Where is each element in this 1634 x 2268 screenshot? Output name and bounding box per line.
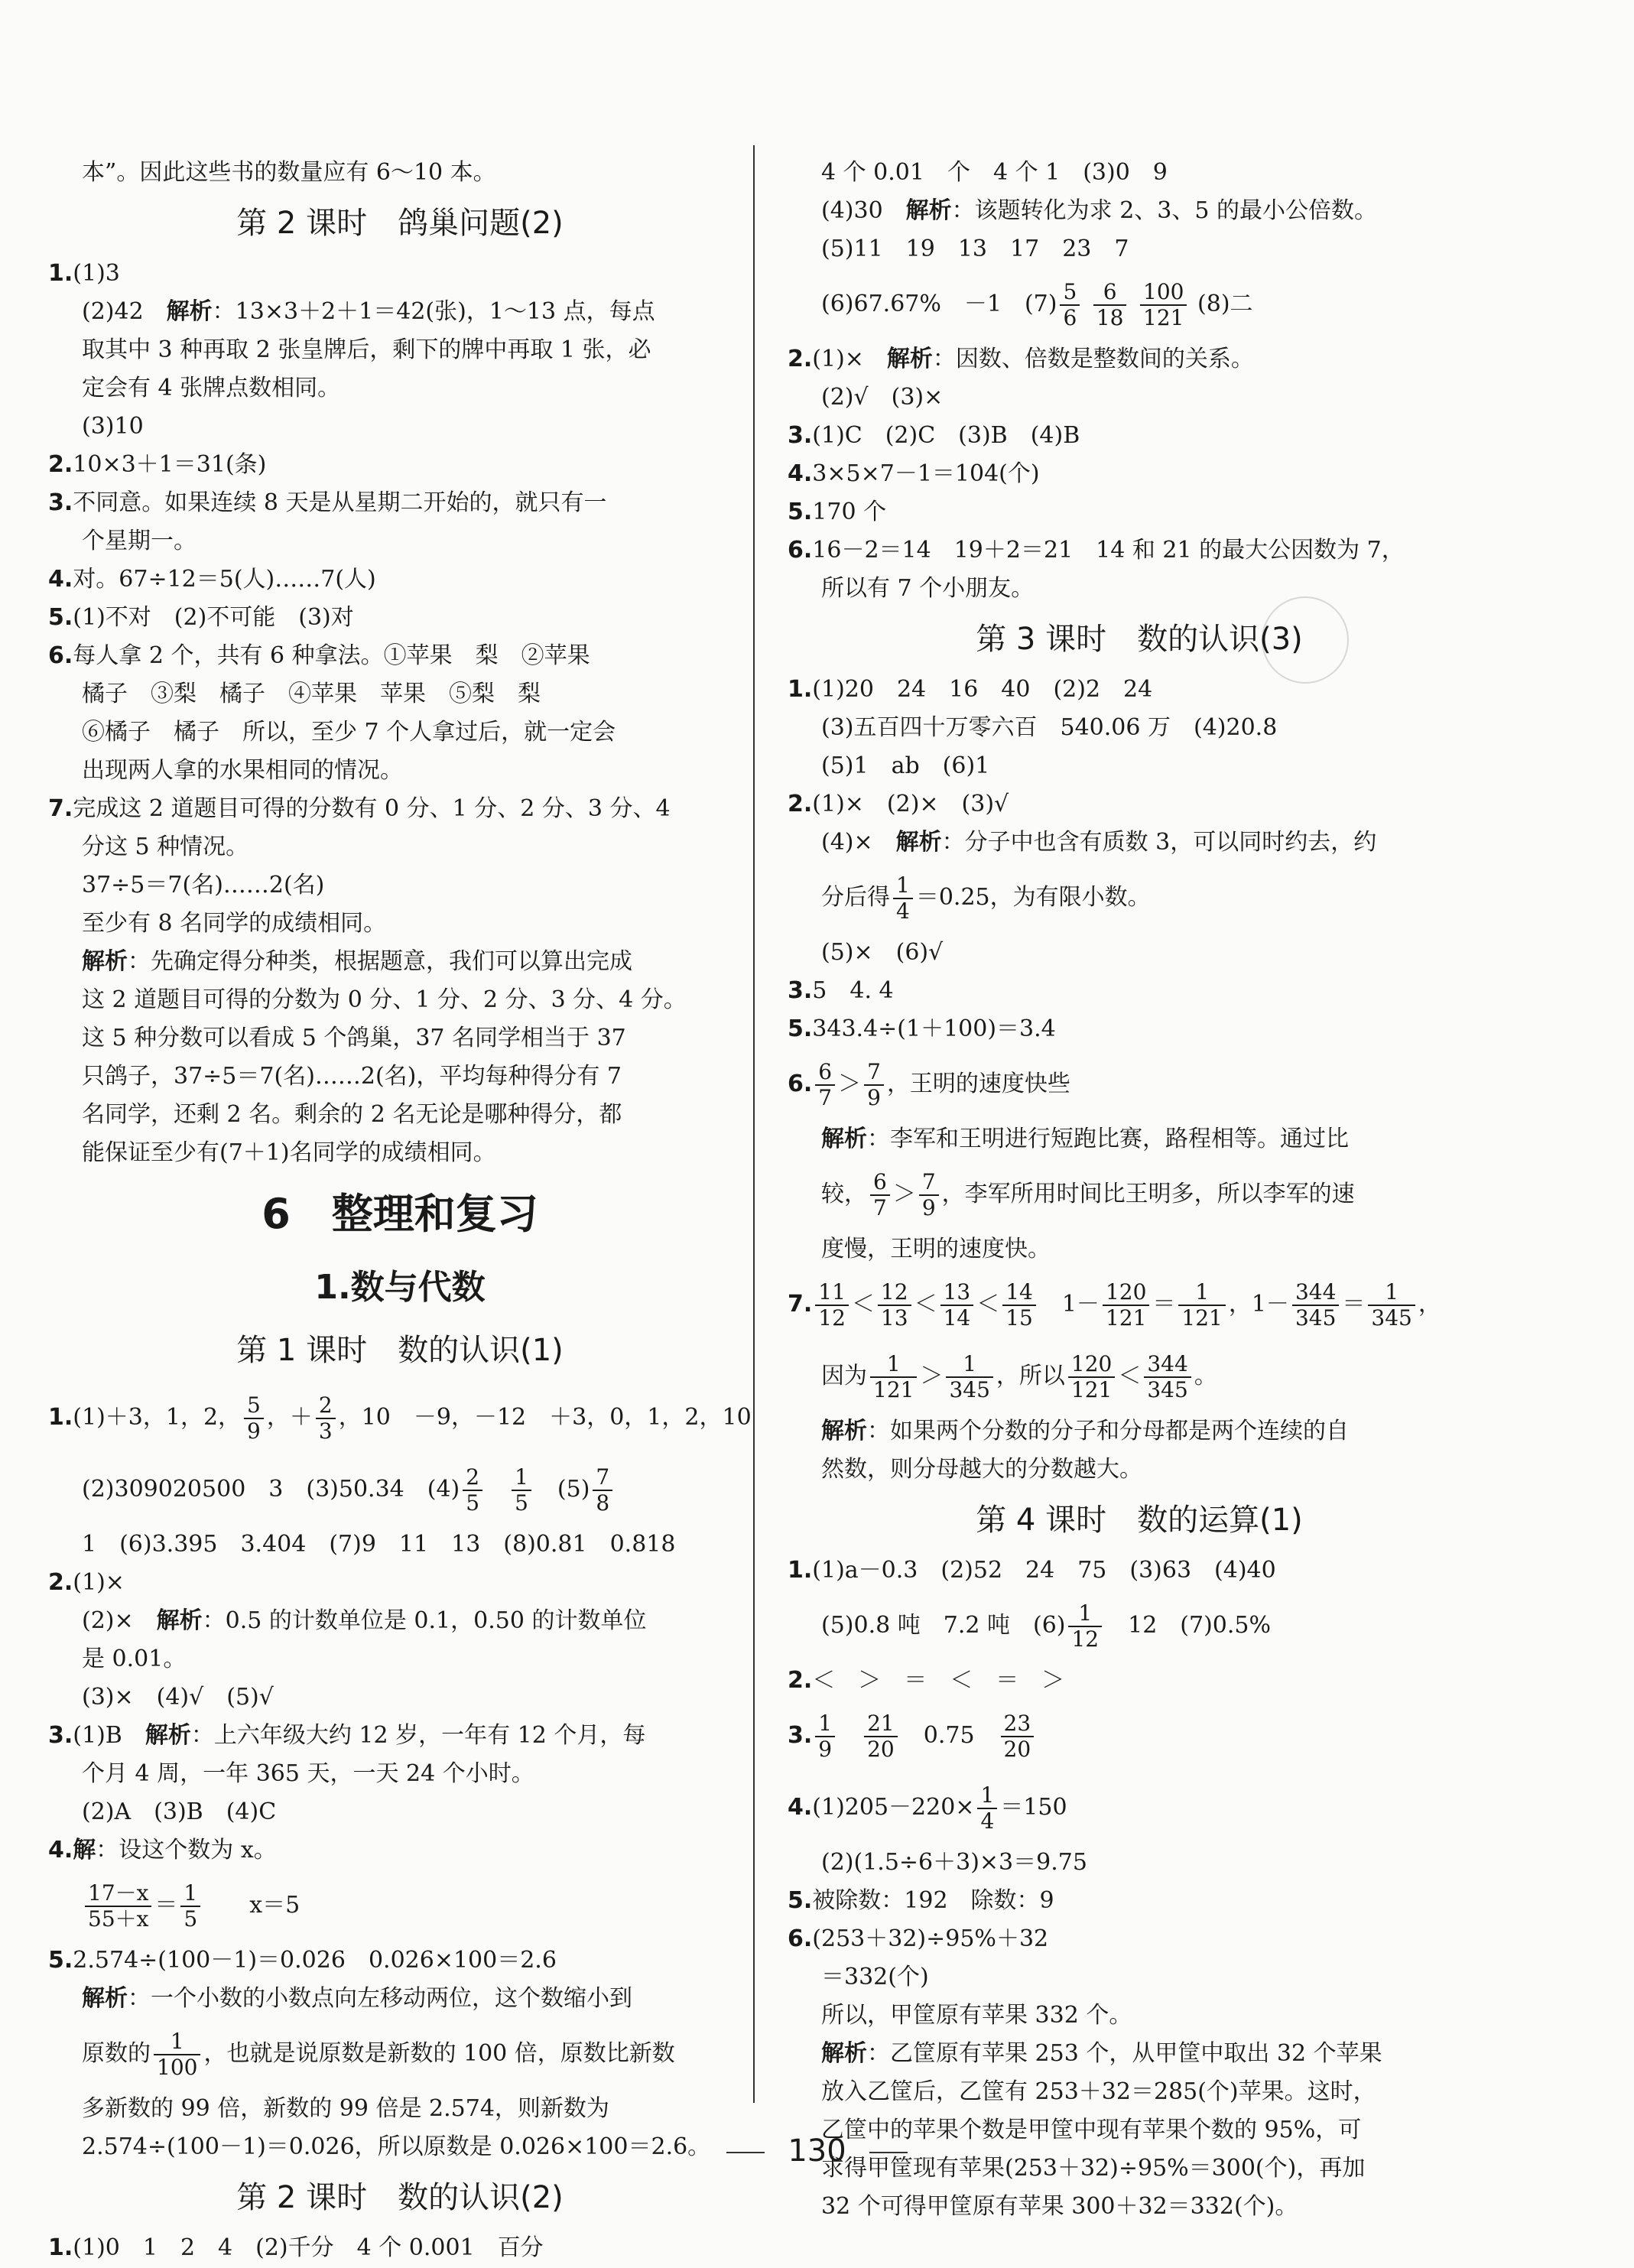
- answer-line: (3)× (4)√ (5)√: [82, 1684, 274, 1711]
- answer-line: (2)(1.5÷6＋3)×3＝9.75: [821, 1849, 1087, 1876]
- lesson-heading: 第 4 课时 数的运算(1): [976, 1503, 1303, 1538]
- answer-line: 解析：一个小数的小数点向左移动两位，这个数缩小到: [82, 1985, 632, 2012]
- answer-line: (2)42 解析：13×3＋2＋1＝42(张)，1～13 点，每点: [82, 298, 655, 325]
- answer-line: 求得甲筐现有苹果(253＋32)÷95%＝300(个)，再加: [821, 2155, 1366, 2182]
- answer-line: 这 2 道题目可得的分数为 0 分、1 分、2 分、3 分、4 分。: [82, 986, 687, 1013]
- answer-line: 6.(253＋32)÷95%＋32: [788, 1925, 1049, 1952]
- answer-line: 7. $\frac{11}{12}$ ＜ $\frac{12}{13}$ ＜ $\frac{13}{14}$ ＜ $\frac{14}{15}$ 1－ $\frac{120}{121}$ ＝ $\frac{1}{121}$ ，1－ $\frac{344}{345}$ ＝ $\frac{1}{345}$ ，: [788, 1279, 1441, 1331]
- answer-line: 个月 4 周，一年 365 天，一天 24 个小时。: [82, 1760, 534, 1787]
- fraction: $\frac{2}{5}$: [463, 1465, 482, 1516]
- fraction: $\frac{6}{7}$: [815, 1060, 835, 1110]
- answer-line: 个星期一。: [82, 528, 197, 554]
- answer-line: 6.16－2＝14 19＋2＝21 14 和 21 的最大公因数为 7，: [788, 537, 1405, 564]
- answer-line: (5)× (6)√: [821, 939, 944, 966]
- answer-line: 4.对。67÷12＝5(人)……7(人): [48, 566, 376, 593]
- answer-line: 出现两人拿的水果相同的情况。: [82, 757, 403, 784]
- page-number: 130: [0, 2133, 1634, 2169]
- answer-line: 度慢，王明的速度快。: [821, 1236, 1051, 1262]
- answer-line: 是 0.01。: [82, 1646, 187, 1672]
- fraction: $\frac{1}{4}$: [977, 1783, 997, 1834]
- item-number: 1.: [48, 260, 73, 287]
- answer-line: (2)A (3)B (4)C: [82, 1798, 277, 1825]
- fraction: $\frac{120}{121}$: [1103, 1280, 1149, 1331]
- fraction: $\frac{1}{100}$: [154, 2029, 200, 2080]
- answer-line: 然数，则分母越大的分数越大。: [821, 1456, 1142, 1483]
- answer-line: 2.10×3＋1＝31(条): [48, 451, 267, 478]
- fraction: $\frac{17-x}{55+x}$: [85, 1881, 151, 1932]
- answer-line: (3)五百四十万零六百 540.06 万 (4)20.8: [821, 714, 1278, 741]
- answer-line: 乙筐中的苹果个数是甲筐中现有苹果个数的 95%，可: [821, 2117, 1362, 2143]
- answer-line: 只鸽子，37÷5＝7(名)……2(名)，平均每种得分有 7: [82, 1063, 622, 1090]
- answer-line: 1.(1)3: [48, 260, 120, 287]
- answer-line: 5.2.574÷(100－1)＝0.026 0.026×100＝2.6: [48, 1947, 557, 1974]
- answer-line: 1.(1)20 24 16 40 (2)2 24: [788, 676, 1153, 703]
- answer-line: (4)× 解析：分子中也含有质数 3，可以同时约去，约: [821, 829, 1377, 856]
- answer-line: 1 (6)3.395 3.404 (7)9 11 13 (8)0.81 0.818: [82, 1531, 676, 1558]
- answer-line: 原数的 $\frac{1}{100}$ ，也就是说原数是新数的 100 倍，原数比新数: [82, 2029, 675, 2080]
- answer-line: 2.(1)×: [48, 1569, 125, 1596]
- left-column: [48, 153, 752, 2268]
- answer-line: 定会有 4 张牌点数相同。: [82, 375, 341, 401]
- answer-line: 解析：如果两个分数的分子和分母都是两个连续的自: [821, 1418, 1349, 1444]
- analysis-label: 解析: [82, 948, 128, 975]
- fraction: $\frac{100}{121}$: [1140, 280, 1187, 330]
- right-column: [788, 153, 1491, 2227]
- answer-line: 2.574÷(100－1)＝0.026，所以原数是 0.026×100＝2.6。: [82, 2133, 711, 2160]
- answer-line: (2)√ (3)×: [821, 384, 944, 411]
- answer-line: 4.解：设这个数为 x。: [48, 1837, 277, 1863]
- answer-line: (5)0.8 吨 7.2 吨 (6) $\frac{1}{12}$ 12 (7)0.5%: [821, 1600, 1272, 1652]
- fraction: $\frac{1}{5}$: [512, 1465, 531, 1516]
- lesson-heading: 第 2 课时 数的认识(2): [236, 2180, 564, 2215]
- answer-line: (5)11 19 13 17 23 7: [821, 236, 1129, 262]
- answer-line: 这 5 种分数可以看成 5 个鸽巢，37 名同学相当于 37: [82, 1025, 626, 1051]
- fraction: $\frac{120}{121}$: [1068, 1352, 1115, 1402]
- answer-line: 3.5 4. 4: [788, 977, 894, 1004]
- answer-line: 1.(1)a－0.3 (2)52 24 75 (3)63 (4)40: [788, 1557, 1276, 1584]
- answer-line: 较， $\frac{6}{7}$ ＞ $\frac{7}{9}$ ，李军所用时间比王明多，所以李军的速: [821, 1169, 1355, 1220]
- answer-line: 2.(1)× (2)× (3)√: [788, 791, 1009, 817]
- answer-line: 能保证至少有(7＋1)名同学的成绩相同。: [82, 1139, 496, 1166]
- answer-line: 解析：乙筐原有苹果 253 个，从甲筐中取出 32 个苹果: [821, 2040, 1382, 2067]
- fraction: $\frac{1}{121}$: [1178, 1280, 1225, 1331]
- answer-line: 5.170 个: [788, 499, 887, 525]
- fraction: $\frac{1}{345}$: [946, 1352, 992, 1402]
- answer-line: 3. $\frac{1}{9}$ $\frac{21}{20}$ 0.75 $\frac{23}{20}$: [788, 1701, 1491, 1771]
- section-heading: 1.数与代数: [314, 1268, 486, 1307]
- answer-line: 1.(1)0 1 2 4 (2)千分 4 个 0.001 百分: [48, 2234, 544, 2261]
- fraction: $\frac{7}{9}$: [919, 1170, 939, 1220]
- fraction: $\frac{344}{345}$: [1144, 1352, 1191, 1402]
- answer-line: 3.(1)C (2)C (3)B (4)B: [788, 422, 1080, 449]
- answer-line: 解析：先确定得分种类，根据题意，我们可以算出完成: [82, 948, 632, 975]
- answer-line: $\frac{17-x}{55+x}$ ＝ $\frac{1}{5}$ x＝5: [48, 1870, 752, 1941]
- answer-line: 5.被除数：192 除数：9: [788, 1887, 1054, 1914]
- answer-line: 4 个 0.01 个 4 个 1 (3)0 9: [821, 159, 1168, 186]
- fraction: $\frac{1}{12}$: [1068, 1601, 1102, 1652]
- answer-line: (6)67.67% －1 (7) $\frac{5}{6}$ $\frac{6}{18}$ $\frac{100}{121}$ (8)二: [821, 279, 1253, 330]
- fraction: $\frac{1}{9}$: [815, 1711, 835, 1762]
- fraction: $\frac{5}{9}$: [244, 1393, 264, 1444]
- chapter-heading: 6 整理和复习: [262, 1190, 538, 1238]
- answer-line: 所以，甲筐原有苹果 332 个。: [821, 2002, 1132, 2029]
- answer-line: 37÷5＝7(名)……2(名): [82, 872, 325, 898]
- answer-line: 至少有 8 名同学的成绩相同。: [82, 910, 387, 937]
- answer-line: 2.＜ ＞ ＝ ＜ ＝ ＞: [788, 1667, 1065, 1694]
- answer-line: 4.(1)205－220× $\frac{1}{4}$ ＝150: [788, 1782, 1067, 1834]
- answer-line: 分后得 $\frac{1}{4}$ ＝0.25，为有限小数。: [821, 872, 1151, 924]
- answer-line: 放入乙筐后，乙筐有 253＋32＝285(个)苹果。这时，: [821, 2078, 1376, 2105]
- answer-line: 橘子 ③梨 橘子 ④苹果 苹果 ⑤梨 梨: [82, 681, 541, 707]
- fraction: $\frac{14}{15}$: [1002, 1280, 1036, 1331]
- answer-line: 解析：李军和王明进行短跑比赛，路程相等。通过比: [821, 1126, 1349, 1152]
- text-line: 本”。因此这些书的数量应有 6～10 本。: [82, 159, 496, 186]
- answer-line: 7.完成这 2 道题目可得的分数有 0 分、1 分、2 分、3 分、4: [48, 795, 671, 822]
- answer-line: 32 个可得甲筐原有苹果 300＋32＝332(个)。: [821, 2193, 1298, 2220]
- fraction: $\frac{1}{121}$: [870, 1352, 917, 1402]
- answer-line: 取其中 3 种再取 2 张皇牌后，剩下的牌中再取 1 张，必: [82, 336, 651, 363]
- fraction: $\frac{6}{18}$: [1093, 280, 1127, 330]
- fraction: $\frac{13}{14}$: [940, 1280, 974, 1331]
- answer-line: (4)30 解析：该题转化为求 2、3、5 的最小公倍数。: [821, 197, 1378, 224]
- answer-line: 分这 5 种情况。: [82, 833, 249, 860]
- answer-line: 5.343.4÷(1＋100)＝3.4: [788, 1015, 1056, 1042]
- answer-line: ＝332(个): [821, 1964, 929, 1990]
- answer-line: 名同学，还剩 2 名。剩余的 2 名无论是哪种得分，都: [82, 1101, 622, 1128]
- answer-line: 6.每人拿 2 个，共有 6 种拿法。①苹果 梨 ②苹果: [48, 642, 590, 669]
- fraction: $\frac{23}{20}$: [1001, 1711, 1035, 1762]
- fraction: $\frac{2}{3}$: [316, 1393, 336, 1444]
- fraction: $\frac{1}{5}$: [180, 1881, 200, 1932]
- answer-line: 3.(1)B 解析：上六年级大约 12 岁，一年有 12 个月，每: [48, 1722, 646, 1749]
- answer-line: 2.(1)× 解析：因数、倍数是整数间的关系。: [788, 346, 1254, 372]
- fraction: $\frac{6}{7}$: [870, 1170, 890, 1220]
- answer-line: (5)1 ab (6)1: [821, 752, 990, 779]
- lesson-heading: 第 3 课时 数的认识(3): [976, 622, 1303, 657]
- answer-line: (2)309020500 3 (3)50.34 (4) $\frac{2}{5}$ $\frac{1}{5}$ (5) $\frac{7}{8}$: [48, 1454, 752, 1525]
- fraction: $\frac{5}{6}$: [1060, 280, 1080, 330]
- answer-line: ⑥橘子 橘子 所以，至少 7 个人拿过后，就一定会: [82, 719, 616, 746]
- lesson-heading: 第 2 课时 鸽巢问题(2): [236, 206, 564, 241]
- answer-line: 6. $\frac{6}{7}$ ＞ $\frac{7}{9}$ ，王明的速度快些: [788, 1059, 1070, 1110]
- analysis-label: 解析: [166, 298, 213, 325]
- fraction: $\frac{1}{345}$: [1368, 1280, 1415, 1331]
- fraction: $\frac{21}{20}$: [864, 1711, 898, 1762]
- answer-line: (3)10: [82, 413, 144, 440]
- answer-line: 5.(1)不对 (2)不可能 (3)对: [48, 604, 354, 631]
- fraction: $\frac{344}{345}$: [1292, 1280, 1339, 1331]
- answer-line: 4.3×5×7－1＝104(个): [788, 460, 1040, 487]
- fraction: $\frac{1}{4}$: [893, 873, 913, 924]
- answer-line: 因为 $\frac{1}{121}$ ＞ $\frac{1}{345}$ ，所以 $\frac{120}{121}$ ＜ $\frac{344}{345}$ 。: [821, 1351, 1217, 1402]
- column-divider: [753, 145, 755, 2103]
- answer-line: 多新数的 99 倍，新数的 99 倍是 2.574，则新数为: [82, 2095, 609, 2122]
- answer-line: (2)× 解析：0.5 的计数单位是 0.1，0.50 的计数单位: [82, 1607, 647, 1634]
- fraction: $\frac{7}{8}$: [593, 1465, 612, 1516]
- fraction: $\frac{11}{12}$: [815, 1280, 849, 1331]
- lesson-heading: 第 1 课时 数的认识(1): [236, 1333, 564, 1368]
- fraction: $\frac{12}{13}$: [878, 1280, 911, 1331]
- answer-line: 3.不同意。如果连续 8 天是从星期二开始的，就只有一: [48, 489, 607, 516]
- answer-line: 所以有 7 个小朋友。: [821, 575, 1035, 602]
- answer-line: 1.(1)＋3，1，2， $\frac{5}{9}$ ，＋ $\frac{2}{3}$ ，10 －9，－12 ＋3，0，1，2，10: [48, 1392, 752, 1444]
- fraction: $\frac{7}{9}$: [864, 1060, 884, 1110]
